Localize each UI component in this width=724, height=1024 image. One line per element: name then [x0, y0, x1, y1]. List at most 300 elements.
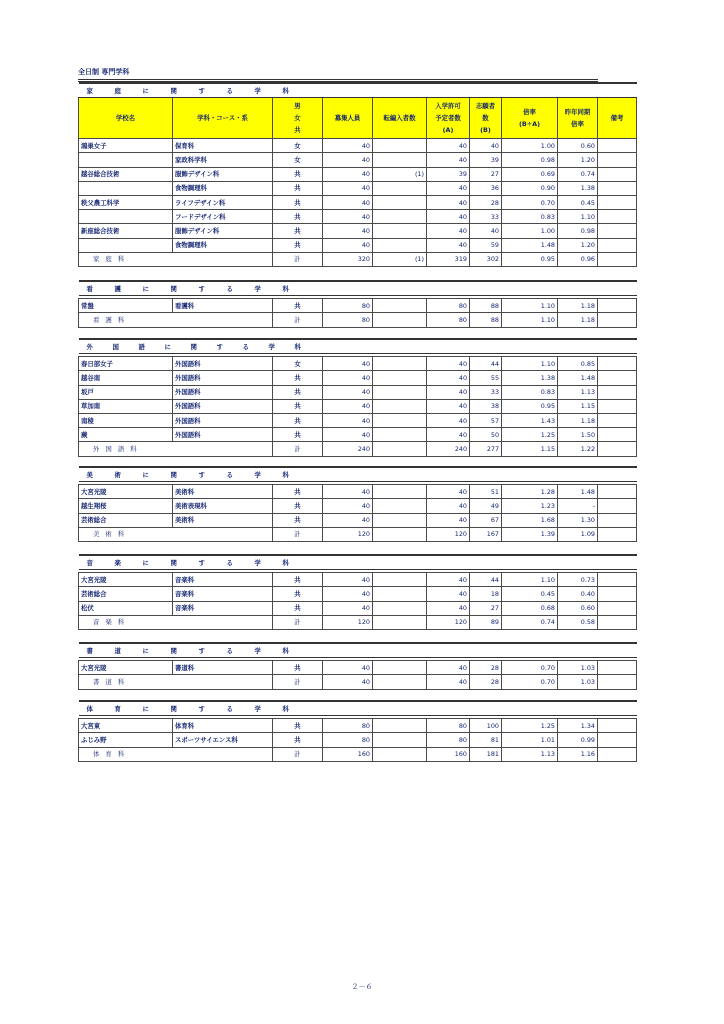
subtotal-label: 外 国 語 科 — [79, 442, 273, 456]
section-title-row — [79, 339, 637, 354]
school-name: 芸術総合 — [79, 587, 173, 601]
school-name: 蕨 — [79, 428, 173, 442]
admit-value: 40 — [427, 587, 470, 601]
section-table — [78, 338, 637, 457]
subtotal-prev-ratio: 0.96 — [558, 252, 598, 266]
school-name — [79, 210, 173, 224]
transfer-value — [373, 195, 427, 209]
subtotal-row — [79, 442, 637, 456]
notes-cell — [598, 733, 637, 747]
course-name: 音楽科 — [173, 601, 273, 615]
ratio-value: 0.83 — [502, 385, 558, 399]
capacity-value: 40 — [323, 499, 373, 513]
section-title-char: 音 — [86, 558, 93, 567]
sex-type: 共 — [273, 299, 323, 313]
prev-ratio-value: 1.48 — [558, 485, 598, 499]
section-title-char: 学 — [254, 470, 261, 479]
header-prev-ratio-line: 昨年同期 — [564, 108, 591, 117]
header-notes: 備考 — [598, 98, 637, 139]
subtotal-row — [79, 675, 637, 689]
subtotal-marker: 計 — [273, 442, 323, 456]
capacity-value: 40 — [323, 573, 373, 587]
capacity-value: 40 — [323, 385, 373, 399]
transfer-value — [373, 238, 427, 252]
subtotal-capacity: 320 — [323, 252, 373, 266]
notes-cell — [598, 224, 637, 238]
subtotal-prev-ratio: 1.09 — [558, 527, 598, 541]
subtotal-marker: 計 — [273, 313, 323, 327]
notes-cell — [598, 299, 637, 313]
subtotal-prev-ratio: 1.03 — [558, 675, 598, 689]
sex-type: 共 — [273, 167, 323, 181]
section-title-filler — [323, 281, 637, 296]
section-title-char: 看 — [86, 284, 93, 293]
applicants-value: 27 — [470, 167, 502, 181]
section-title-char: す — [198, 704, 205, 713]
section-title-char: 科 — [294, 342, 301, 351]
table-row — [79, 153, 637, 167]
admit-value: 40 — [427, 485, 470, 499]
section-title-char: す — [198, 284, 205, 293]
admit-value: 40 — [427, 357, 470, 371]
column-header-row — [79, 98, 637, 139]
section-title-char: 科 — [282, 704, 289, 713]
course-name: 外国語科 — [173, 428, 273, 442]
subtotal-capacity: 80 — [323, 313, 373, 327]
subtotal-ratio: 1.13 — [502, 747, 558, 761]
section-title-char: に — [142, 646, 149, 655]
prev-ratio-value: 1.20 — [558, 153, 598, 167]
notes-cell — [598, 719, 637, 733]
school-name: 大宮光陵 — [79, 661, 173, 675]
subtotal-ratio: 1.15 — [502, 442, 558, 456]
school-name: 大宮東 — [79, 719, 173, 733]
transfer-value — [373, 573, 427, 587]
page-label: 全日制 専門学科 — [78, 68, 130, 76]
table-row — [79, 210, 637, 224]
admit-value: 40 — [427, 238, 470, 252]
header-prev-ratio-line: 倍率 — [571, 120, 584, 129]
capacity-value: 40 — [323, 210, 373, 224]
subtotal-applicants: 302 — [470, 252, 502, 266]
admit-value: 40 — [427, 399, 470, 413]
table-row — [79, 601, 637, 615]
ratio-value: 1.23 — [502, 499, 558, 513]
section-title-char: 楽 — [114, 558, 121, 567]
subtotal-notes — [598, 675, 637, 689]
subtotal-prev-ratio: 1.16 — [558, 747, 598, 761]
section-title-char: 関 — [170, 86, 177, 95]
section-title-char: 学 — [254, 558, 261, 567]
capacity-value: 40 — [323, 371, 373, 385]
section-table — [78, 642, 637, 690]
transfer-value — [373, 181, 427, 195]
sex-type: 共 — [273, 661, 323, 675]
section-title-row — [79, 467, 637, 482]
admit-value: 80 — [427, 719, 470, 733]
subtotal-label: 書 道 科 — [79, 675, 273, 689]
section-title-char: に — [142, 470, 149, 479]
subtotal-marker: 計 — [273, 675, 323, 689]
header-admit-line: 予定者数 — [435, 114, 461, 123]
section-title-char: る — [242, 342, 249, 351]
sex-type: 共 — [273, 181, 323, 195]
sex-type: 共 — [273, 719, 323, 733]
subtotal-row — [79, 747, 637, 761]
header-applicants-line: (B) — [480, 126, 491, 135]
subtotal-marker: 計 — [273, 615, 323, 629]
section-title-char: 関 — [170, 470, 177, 479]
table-row — [79, 139, 637, 153]
section-title-char: 書 — [86, 646, 93, 655]
section-title-char: 関 — [170, 284, 177, 293]
table-row — [79, 661, 637, 675]
subtotal-admit: 40 — [427, 675, 470, 689]
transfer-value: (1) — [373, 167, 427, 181]
section-title-char: に — [142, 704, 149, 713]
subtotal-row — [79, 313, 637, 327]
subtotal-capacity: 240 — [323, 442, 373, 456]
sex-type: 女 — [273, 357, 323, 371]
header-capacity: 募集人員 — [323, 98, 373, 139]
ratio-value: 0.98 — [502, 153, 558, 167]
table-row — [79, 238, 637, 252]
subtotal-marker: 計 — [273, 527, 323, 541]
school-name: 松伏 — [79, 601, 173, 615]
capacity-value: 40 — [323, 601, 373, 615]
section-title-row — [79, 701, 637, 716]
prev-ratio-value: 1.30 — [558, 513, 598, 527]
prev-ratio-value: 1.03 — [558, 661, 598, 675]
sex-type: 共 — [273, 413, 323, 427]
page-header — [78, 68, 598, 82]
prev-ratio-value: 0.45 — [558, 195, 598, 209]
section-title-char: 家 — [86, 86, 93, 95]
section-title-char: 学 — [254, 646, 261, 655]
notes-cell — [598, 413, 637, 427]
notes-cell — [598, 428, 637, 442]
section-title-filler — [323, 83, 637, 98]
section-title-char: 関 — [190, 342, 197, 351]
subtotal-applicants: 89 — [470, 615, 502, 629]
section-title-char: 道 — [114, 646, 121, 655]
section-title-char: 科 — [282, 284, 289, 293]
transfer-value — [373, 428, 427, 442]
capacity-value: 40 — [323, 181, 373, 195]
notes-cell — [598, 573, 637, 587]
course-name: 体育科 — [173, 719, 273, 733]
ratio-value: 1.10 — [502, 299, 558, 313]
table-row — [79, 167, 637, 181]
section-title-char: 語 — [138, 342, 145, 351]
subtotal-ratio: 1.10 — [502, 313, 558, 327]
subtotal-notes — [598, 313, 637, 327]
sex-type: 共 — [273, 238, 323, 252]
section-title — [79, 281, 323, 296]
course-name: 美術科 — [173, 513, 273, 527]
section-title — [79, 555, 323, 570]
admit-value: 39 — [427, 167, 470, 181]
prev-ratio-value: 1.18 — [558, 413, 598, 427]
section-title-char: 学 — [254, 86, 261, 95]
subtotal-marker: 計 — [273, 747, 323, 761]
table-row — [79, 181, 637, 195]
subtotal-ratio: 0.95 — [502, 252, 558, 266]
ratio-value: 1.43 — [502, 413, 558, 427]
section-title-char: 外 — [86, 342, 93, 351]
applicants-value: 40 — [470, 139, 502, 153]
prev-ratio-value: 0.73 — [558, 573, 598, 587]
subtotal-transfer — [373, 527, 427, 541]
section-title-char: す — [198, 86, 205, 95]
subtotal-row — [79, 615, 637, 629]
table-row — [79, 413, 637, 427]
prev-ratio-value: 0.85 — [558, 357, 598, 371]
admit-value: 40 — [427, 195, 470, 209]
applicants-value: 67 — [470, 513, 502, 527]
admit-value: 40 — [427, 513, 470, 527]
section-title-char: る — [226, 284, 233, 293]
section-title-row — [79, 281, 637, 296]
notes-cell — [598, 587, 637, 601]
school-name: 常盤 — [79, 299, 173, 313]
header-ratio-line: (B÷A) — [518, 120, 540, 129]
course-name: 外国語科 — [173, 413, 273, 427]
table-row — [79, 485, 637, 499]
table-row — [79, 513, 637, 527]
subtotal-capacity: 40 — [323, 675, 373, 689]
section-title-char: す — [198, 470, 205, 479]
table-row — [79, 428, 637, 442]
table-row — [79, 573, 637, 587]
sex-type: 共 — [273, 513, 323, 527]
subtotal-transfer — [373, 442, 427, 456]
subtotal-admit: 319 — [427, 252, 470, 266]
header-applicants-line: 志願者 — [475, 102, 496, 111]
applicants-value: 59 — [470, 238, 502, 252]
course-name: 家政科学科 — [173, 153, 273, 167]
section-table — [78, 700, 637, 762]
section-title-char: 関 — [170, 646, 177, 655]
school-name: 新座総合技術 — [79, 224, 173, 238]
sex-type: 共 — [273, 485, 323, 499]
capacity-value: 40 — [323, 167, 373, 181]
subtotal-prev-ratio: 1.22 — [558, 442, 598, 456]
notes-cell — [598, 210, 637, 224]
header-sex — [273, 98, 323, 139]
capacity-value: 40 — [323, 357, 373, 371]
header-prev-ratio — [558, 98, 598, 139]
applicants-value: 44 — [470, 357, 502, 371]
sex-type: 共 — [273, 399, 323, 413]
sex-type: 共 — [273, 385, 323, 399]
ratio-value: 1.00 — [502, 224, 558, 238]
transfer-value — [373, 485, 427, 499]
sex-type: 女 — [273, 139, 323, 153]
header-admit-line: 入学許可 — [435, 102, 461, 111]
applicants-value: 39 — [470, 153, 502, 167]
section-title-char: に — [142, 86, 149, 95]
admit-value: 40 — [427, 139, 470, 153]
table-row — [79, 371, 637, 385]
subtotal-transfer — [373, 615, 427, 629]
prev-ratio-value: 1.15 — [558, 399, 598, 413]
subtotal-admit: 160 — [427, 747, 470, 761]
ratio-value: 1.25 — [502, 719, 558, 733]
notes-cell — [598, 385, 637, 399]
sex-type: 共 — [273, 733, 323, 747]
ratio-value: 1.10 — [502, 573, 558, 587]
section-title-filler — [323, 701, 637, 716]
admit-value: 40 — [427, 224, 470, 238]
subtotal-label: 家 庭 科 — [79, 252, 273, 266]
course-name: 外国語科 — [173, 399, 273, 413]
admit-value: 40 — [427, 181, 470, 195]
page-number: ２－６ — [351, 983, 373, 991]
prev-ratio-value: 1.20 — [558, 238, 598, 252]
applicants-value: 38 — [470, 399, 502, 413]
section-title-char: 美 — [86, 470, 93, 479]
section-title-char: る — [226, 704, 233, 713]
sex-type: 共 — [273, 587, 323, 601]
header-transfer: 転編入者数 — [373, 98, 427, 139]
subtotal-label: 音 楽 科 — [79, 615, 273, 629]
subtotal-notes — [598, 615, 637, 629]
subtotal-admit: 80 — [427, 313, 470, 327]
table-row — [79, 587, 637, 601]
section-title-char: 関 — [170, 704, 177, 713]
section-title-filler — [323, 467, 637, 482]
header-sex-line: 女 — [294, 114, 301, 123]
applicants-value: 49 — [470, 499, 502, 513]
section-title-char: る — [226, 86, 233, 95]
transfer-value — [373, 385, 427, 399]
section-title-char: に — [142, 558, 149, 567]
capacity-value: 80 — [323, 719, 373, 733]
section-title — [79, 643, 323, 658]
subtotal-prev-ratio: 1.18 — [558, 313, 598, 327]
prev-ratio-value: 1.50 — [558, 428, 598, 442]
prev-ratio-value: 0.60 — [558, 139, 598, 153]
subtotal-notes — [598, 252, 637, 266]
school-name — [79, 153, 173, 167]
notes-cell — [598, 153, 637, 167]
applicants-value: 36 — [470, 181, 502, 195]
capacity-value: 40 — [323, 485, 373, 499]
admit-value: 40 — [427, 413, 470, 427]
admit-value: 40 — [427, 661, 470, 675]
section-title-char: 科 — [282, 470, 289, 479]
ratio-value: 1.01 — [502, 733, 558, 747]
capacity-value: 40 — [323, 238, 373, 252]
ratio-value: 0.70 — [502, 661, 558, 675]
table-row — [79, 385, 637, 399]
school-name: 秩父農工科学 — [79, 195, 173, 209]
section-title-char: す — [216, 342, 223, 351]
section-title-char: 術 — [114, 470, 121, 479]
section-title-char: 学 — [254, 284, 261, 293]
applicants-value: 44 — [470, 573, 502, 587]
notes-cell — [598, 181, 637, 195]
table-row — [79, 719, 637, 733]
course-name: 食物調理科 — [173, 181, 273, 195]
applicants-value: 33 — [470, 385, 502, 399]
school-name: 大宮光陵 — [79, 573, 173, 587]
header-sex-line: 共 — [294, 126, 301, 135]
section-title — [79, 83, 323, 98]
ratio-value: 1.00 — [502, 139, 558, 153]
ratio-value: 0.70 — [502, 195, 558, 209]
subtotal-admit: 120 — [427, 527, 470, 541]
capacity-value: 40 — [323, 413, 373, 427]
prev-ratio-value: 1.48 — [558, 371, 598, 385]
capacity-value: 40 — [323, 139, 373, 153]
capacity-value: 40 — [323, 399, 373, 413]
course-name: 書道科 — [173, 661, 273, 675]
section-title-row — [79, 555, 637, 570]
capacity-value: 40 — [323, 153, 373, 167]
section-title-char: す — [198, 646, 205, 655]
section-title-char: 庭 — [114, 86, 121, 95]
notes-cell — [598, 399, 637, 413]
course-name: 食物調理科 — [173, 238, 273, 252]
section-title-char: 育 — [114, 704, 121, 713]
capacity-value: 40 — [323, 428, 373, 442]
course-name: 美術表現科 — [173, 499, 273, 513]
notes-cell — [598, 513, 637, 527]
subtotal-notes — [598, 442, 637, 456]
applicants-value: 18 — [470, 587, 502, 601]
section-title — [79, 339, 323, 354]
course-name: 美術科 — [173, 485, 273, 499]
admit-value: 40 — [427, 371, 470, 385]
capacity-value: 40 — [323, 661, 373, 675]
school-name: ふじみ野 — [79, 733, 173, 747]
header-applicants-line: 数 — [482, 114, 489, 123]
school-name: 春日部女子 — [79, 357, 173, 371]
notes-cell — [598, 499, 637, 513]
subtotal-ratio: 0.70 — [502, 675, 558, 689]
table-row — [79, 224, 637, 238]
subtotal-row — [79, 527, 637, 541]
header-school: 学校名 — [79, 98, 173, 139]
school-name: 鴻巣女子 — [79, 139, 173, 153]
prev-ratio-value: - — [558, 499, 598, 513]
header-ratio — [502, 98, 558, 139]
sex-type: 共 — [273, 210, 323, 224]
section-title-row — [79, 83, 637, 98]
transfer-value — [373, 299, 427, 313]
subtotal-prev-ratio: 0.58 — [558, 615, 598, 629]
capacity-value: 40 — [323, 587, 373, 601]
school-name: 南稜 — [79, 413, 173, 427]
course-name: 保育科 — [173, 139, 273, 153]
course-name: スポーツサイエンス科 — [173, 733, 273, 747]
school-name: 芸術総合 — [79, 513, 173, 527]
prev-ratio-value: 1.18 — [558, 299, 598, 313]
applicants-value: 88 — [470, 299, 502, 313]
subtotal-applicants: 181 — [470, 747, 502, 761]
ratio-value: 0.45 — [502, 587, 558, 601]
subtotal-transfer — [373, 747, 427, 761]
subtotal-capacity: 120 — [323, 527, 373, 541]
subtotal-capacity: 120 — [323, 615, 373, 629]
applicants-value: 51 — [470, 485, 502, 499]
subtotal-admit: 120 — [427, 615, 470, 629]
table-row — [79, 195, 637, 209]
section-title-char: 科 — [282, 558, 289, 567]
notes-cell — [598, 167, 637, 181]
